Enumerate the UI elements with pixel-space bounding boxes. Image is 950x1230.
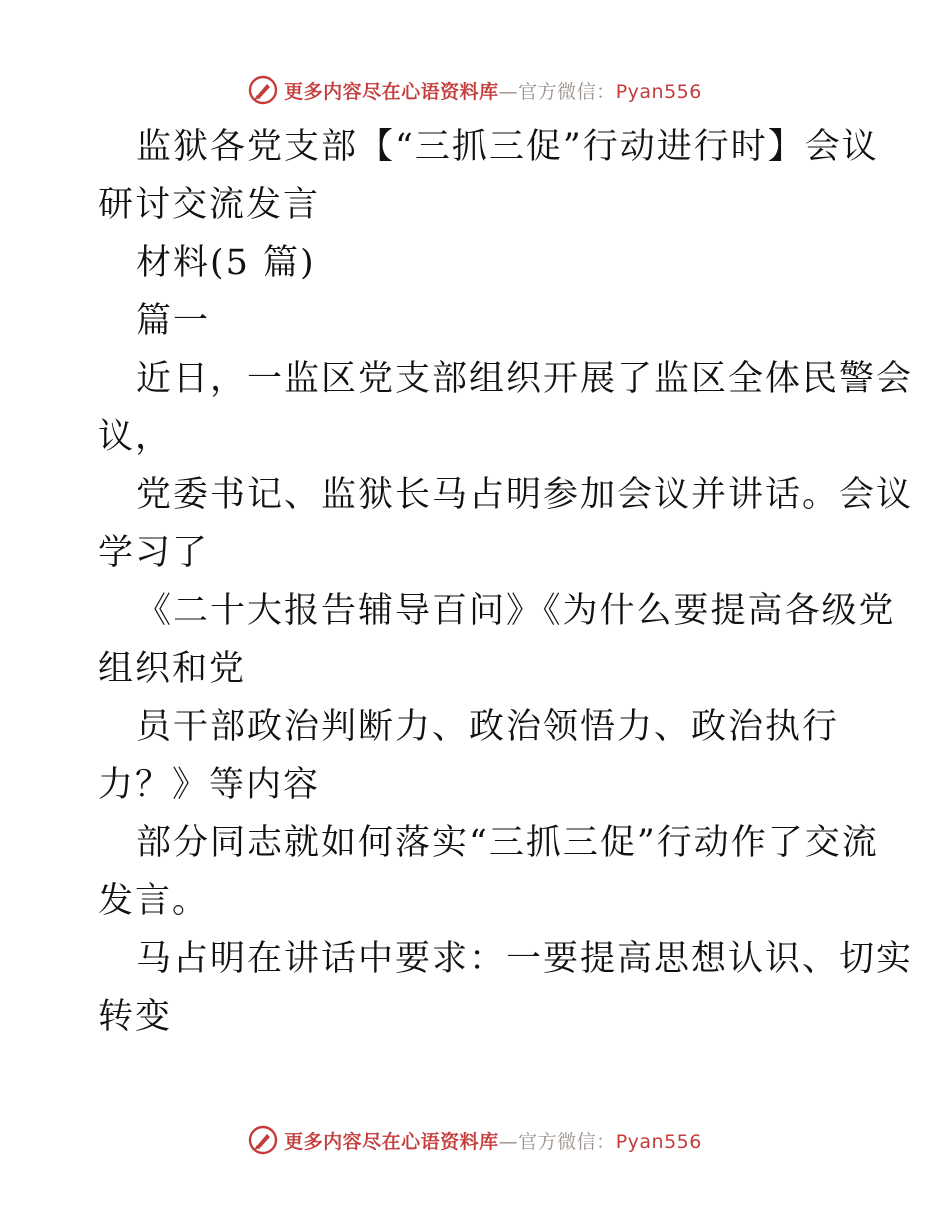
text-line: 党委书记、监狱长马占明参加会议并讲话。会议 xyxy=(136,475,914,515)
watermark-main-text: 更多内容尽在心语资料库 xyxy=(284,80,499,103)
pen-logo-icon xyxy=(248,1125,278,1155)
text-line: 研讨交流发言 xyxy=(98,185,321,225)
text-line: 部分同志就如何落实“三抓三促”行动作了交流 xyxy=(136,823,879,863)
text-line: 发言。 xyxy=(98,881,210,921)
text-line: 近日，一监区党支部组织开展了监区全体民警会 xyxy=(136,359,914,399)
text-line: 篇一 xyxy=(136,301,211,341)
text-line: 组织和党 xyxy=(98,649,247,689)
watermark-dash: — xyxy=(498,1130,519,1153)
document-body xyxy=(98,118,914,1046)
text-line: 员干部政治判断力、政治领悟力、政治执行 xyxy=(136,707,840,747)
text-line: 议， xyxy=(98,417,173,457)
watermark-wechat-id: Pyan556 xyxy=(615,80,702,103)
watermark-dash: — xyxy=(498,80,519,103)
watermark-wechat-id: Pyan556 xyxy=(615,1130,702,1153)
text-line: 学习了 xyxy=(98,533,210,573)
text-line: 监狱各党支部【“三抓三促”行动进行时】会议 xyxy=(136,127,879,167)
text-line: 力？》等内容 xyxy=(98,765,321,805)
watermark-main-text: 更多内容尽在心语资料库 xyxy=(284,1130,499,1153)
text-line: 《二十大报告辅导百问》《为什么要提高各级党 xyxy=(136,591,896,631)
text-line: 转变 xyxy=(98,997,173,1037)
pen-logo-icon xyxy=(248,75,278,105)
header-watermark xyxy=(0,70,950,110)
footer-watermark xyxy=(0,1120,950,1160)
watermark-wechat-label: 官方微信： xyxy=(518,80,616,103)
text-line: 材料(5 篇) xyxy=(136,243,316,283)
text-line: 马占明在讲话中要求：一要提高思想认识、切实 xyxy=(136,939,914,979)
watermark-wechat-label: 官方微信： xyxy=(518,1130,616,1153)
